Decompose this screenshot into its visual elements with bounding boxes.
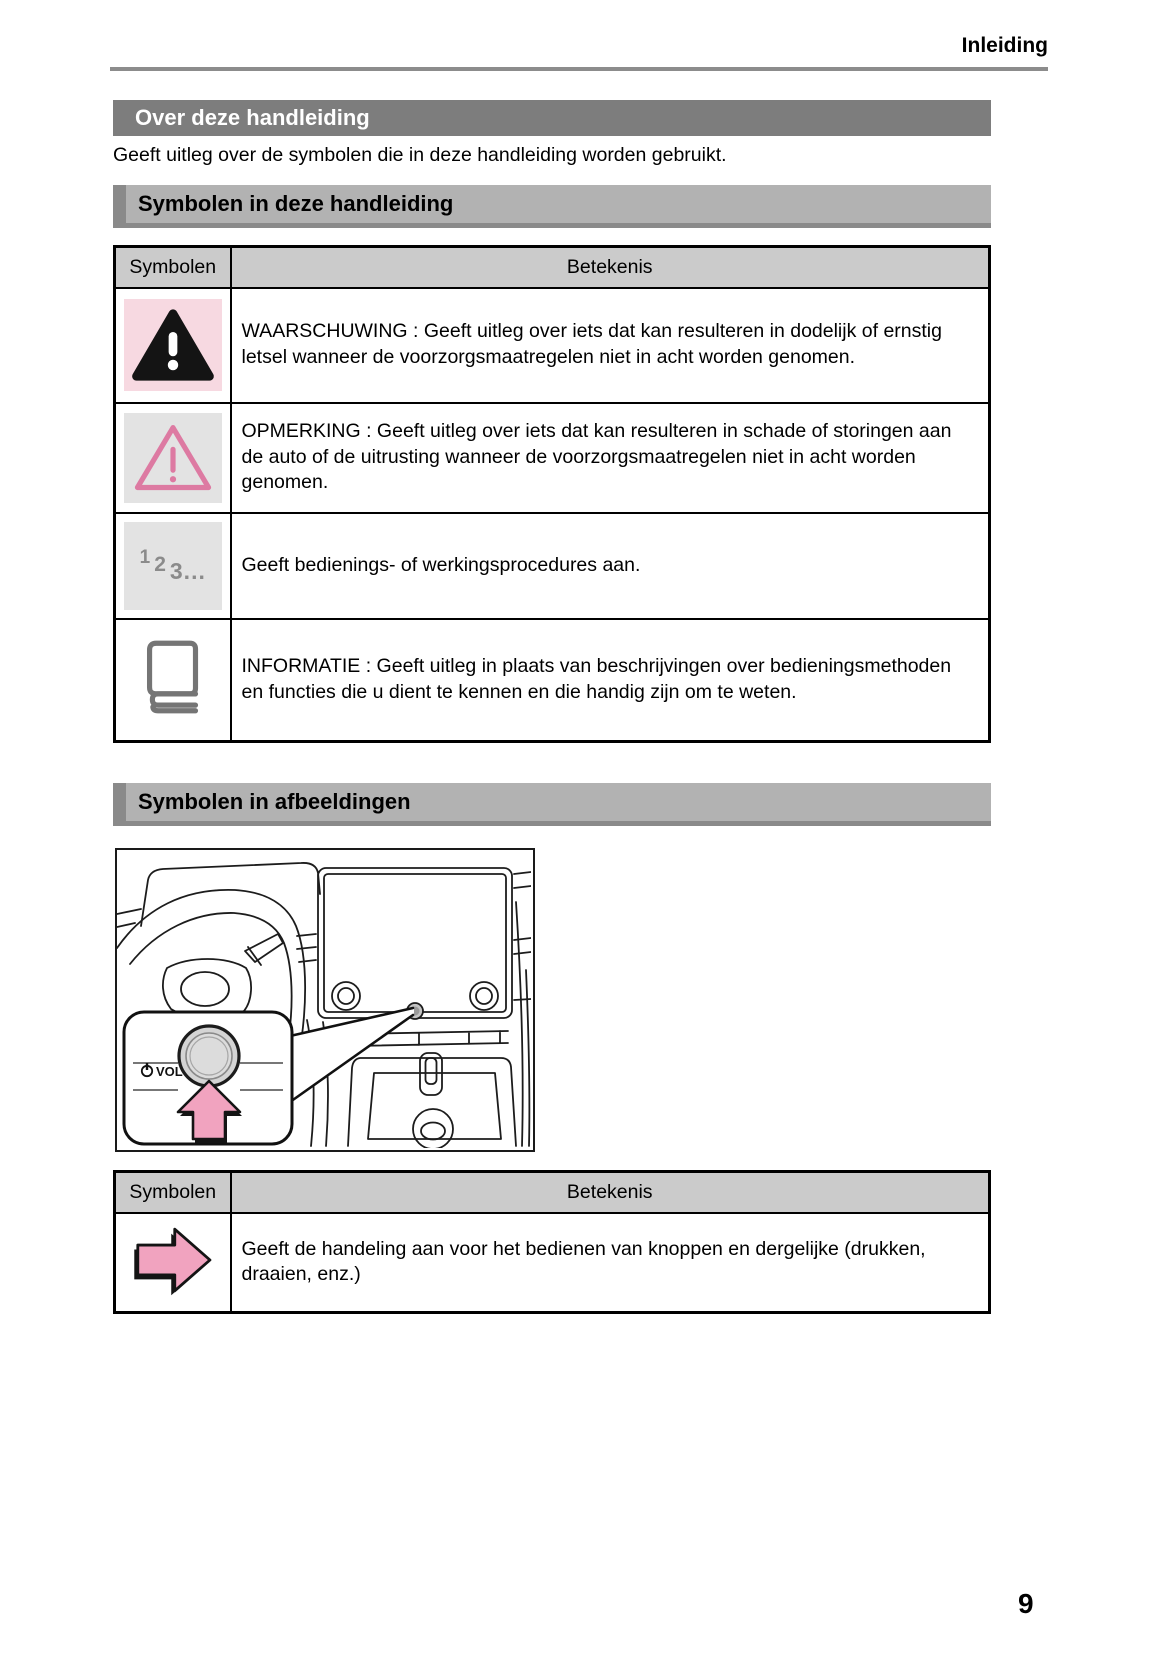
dashboard-drawing (117, 850, 531, 1148)
column-header-betekenis: Betekenis (231, 247, 990, 288)
center-console (348, 1053, 516, 1148)
dashboard-illustration (115, 848, 535, 1152)
numbered-steps-icon: 1 2 3... (124, 522, 222, 610)
page-title-bar: Over deze handleiding (113, 100, 991, 136)
header-rule (110, 67, 1048, 71)
row-text-caution: OPMERKING : Geeft uitleg over iets dat kan resulteren in schade of storingen aan de auto of de uitrusting wanneer de voorzorgsmaatregelen niet in acht worden genomen. (231, 403, 990, 513)
instrument-cluster-hood (117, 863, 320, 927)
table-row-steps (115, 513, 990, 619)
table-header-row (115, 1172, 990, 1213)
book-icon (124, 637, 222, 717)
column-header-symbolen: Symbolen (115, 247, 231, 288)
warning-triangle-icon (124, 299, 222, 391)
table-row-caution (115, 403, 990, 513)
table-row-information (115, 619, 990, 742)
caution-triangle-icon (124, 413, 222, 503)
row-text-press-action: Geeft de handeling aan voor het bedienen van knoppen en dergelijke (drukken, draaien, enz.) (231, 1213, 990, 1313)
vol-label: VOL (156, 1064, 183, 1079)
callout-pointer (290, 1007, 414, 1102)
column-header-betekenis: Betekenis (231, 1172, 990, 1213)
symbols-images-table (113, 1170, 991, 1314)
row-text-warning: WAARSCHUWING : Geeft uitleg over iets dat kan resulteren in dodelijk of ernstig letsel wanneer de voorzorgsmaatregelen niet in acht worden genomen. (231, 288, 990, 403)
table-header-row (115, 247, 990, 288)
volume-knob-callout (124, 1012, 292, 1144)
touchscreen (318, 868, 512, 1019)
table-row-warning (115, 288, 990, 403)
symbols-manual-table (113, 245, 991, 743)
column-header-symbolen: Symbolen (115, 1172, 231, 1213)
press-arrow-icon (124, 1222, 222, 1298)
section-heading-symbols-manual: Symbolen in deze handleiding (113, 185, 991, 223)
table-row-press-action (115, 1213, 990, 1313)
row-text-steps: Geeft bedienings- of werkingsprocedures aan. (231, 513, 990, 619)
row-text-information: INFORMATIE : Geeft uitleg in plaats van beschrijvingen over bedieningsmethoden en functies die u dient te kennen en die handig zijn om te weten. (231, 619, 990, 742)
page-number: 9 (1018, 1588, 1034, 1619)
chapter-title: Inleiding (961, 34, 1048, 57)
section-heading-symbols-images: Symbolen in afbeeldingen (113, 783, 991, 821)
volume-knob (179, 1026, 239, 1086)
intro-text: Geeft uitleg over de symbolen die in deze handleiding worden gebruikt. (113, 144, 727, 166)
